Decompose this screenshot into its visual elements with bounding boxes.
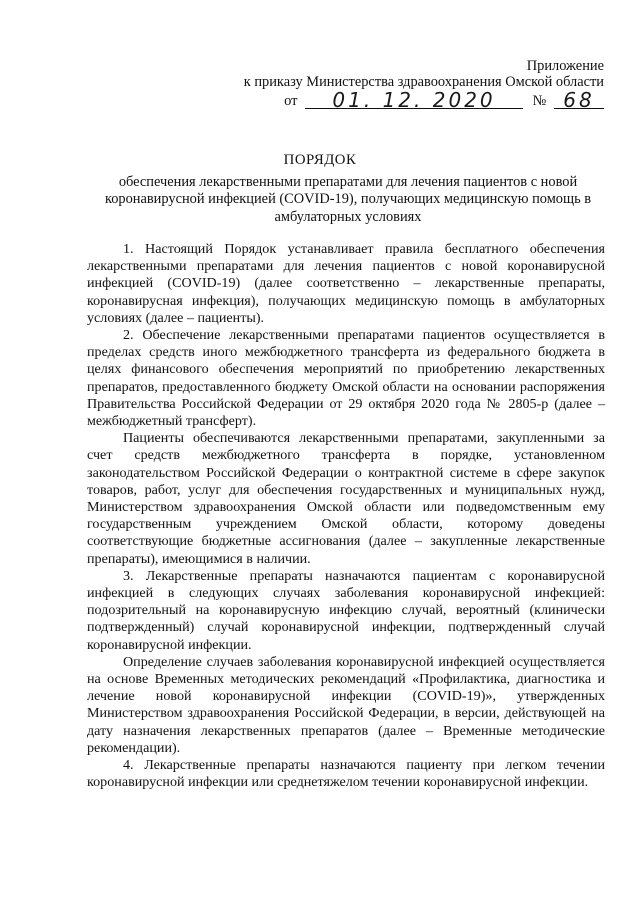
number-line [554,88,604,112]
approval-header [244,58,604,111]
handwritten-number: 68 [563,88,595,112]
document-subtitle: обеспечения лекарственными препаратами для лечения пациентов с новой коронавирусной инфекцией (COVID-19), получающих медицинскую помощь в амбулаторных условиях [104,174,592,225]
paragraph-6: 4. Лекарственные препараты назначаются пациенту при легком течении коронавирусной инфекции или среднетяжелом течении коронавирусной инфекции. [87,757,605,791]
handwritten-date: 01. 12. 2020 [332,88,496,112]
document-title: ПОРЯДОК [283,152,357,168]
date-number-row [244,88,604,112]
appendix-label: Приложение [526,58,604,74]
document-body [87,241,605,792]
date-line [305,88,523,112]
paragraph-4: 3. Лекарственные препараты назначаются пациентам с коронавирусной инфекцией в следующих случаях заболевания коронавирусной инфекцией: подозрительный на коронавирусную инфекцию случай, вероятный (клинически подтвержденный) случай коронавирусной инфекции, подтвержденный случай коронавирусной инфекции. [87,567,605,653]
paragraph-2: 2. Обеспечение лекарственными препаратами пациентов осуществляется в пределах средств иного межбюджетного трансферта из федерального бюджета в целях финансового обеспечения мероприятий по приобретению лекарственных препаратов, предоставленного бюджету Омской области на основании распоряжения Правительства Российской Федерации от 29 октября 2020 года № 2805-р (далее – межбюджетный трансферт). [87,327,605,430]
paragraph-3: Пациенты обеспечиваются лекарственными препаратами, закупленными за счет средств межбюджетного трансферта в порядке, установленном законодательством Российской Федерации о контрактной системе в сфере закупок товаров, работ, услуг для обеспечения государственных и муниципальных нужд, Министерством здравоохранения Омской области или подведомственным ему государственным учреждением Омской области, которому доведены соответствующие бюджетные ассигнования (далее – закупленные лекарственные препараты), имеющимися в наличии. [87,430,605,567]
number-prefix: № [532,93,547,109]
order-reference: к приказу Министерства здравоохранения Омской области [243,74,604,90]
paragraph-1: 1. Настоящий Порядок устанавливает правила бесплатного обеспечения лекарственными препаратами для лечения пациентов с новой коронавирусной инфекцией (COVID-19) (далее соответственно – лекарственные препараты, коронавирусная инфекция), получающих медицинскую помощь в амбулаторных условиях (далее – пациенты). [87,241,605,326]
date-prefix: от [284,93,298,109]
paragraph-5: Определение случаев заболевания коронавирусной инфекцией осуществляется на основе Временных методических рекомендаций «Профилактика, диагностика и лечение новой коронавирусной инфекции (COVID-19)», утвержденных Министерством здравоохранения Российской Федерации, в версии, действующей на дату назначения лекарственных препаратов (далее – Временные методические рекомендации). [87,653,605,756]
